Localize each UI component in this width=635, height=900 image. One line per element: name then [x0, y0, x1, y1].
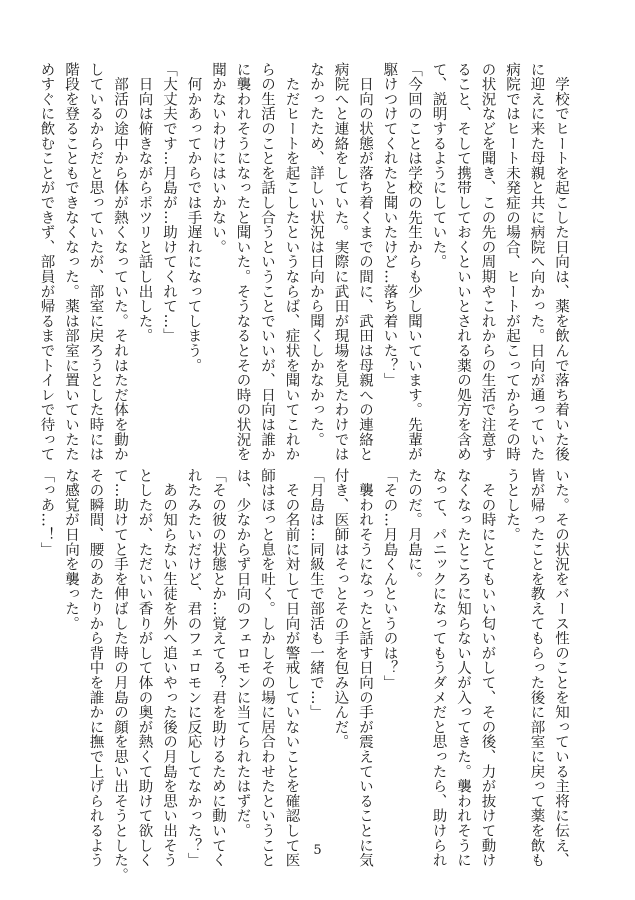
text-line: 日向の状態が落ち着くまでの間に、武田は母親への連絡と: [357, 62, 373, 462]
text-line: 「その…月島くんというのは？」: [381, 468, 398, 690]
text-line: ただヒートを起こしたというならば、症状を聞いてこれか: [283, 62, 300, 462]
text-block-bottom: [38, 468, 573, 883]
text-line: なくなったところに知らない人が入ってきた。襲われそうに: [455, 468, 471, 868]
text-line: 「月島は…同級生で部活も一緒で…」: [308, 468, 324, 720]
text-line: 襲われそうになったと話す日向の手が震えていることに気: [357, 468, 373, 868]
text-line: な感覚が日向を襲った。: [63, 468, 79, 631]
text-line: 付き、医師はそっとその手を包み込んだ。: [332, 468, 349, 750]
text-line: なって、パニックになってもうダメだと思ったら、助けられ: [430, 468, 447, 868]
text-line: たのだ。月島に。: [406, 468, 422, 587]
text-line: めすぐに飲むことができず、部員が帰るまでトイレで待って: [38, 62, 55, 462]
text-line: 階段を登ることもできなくなった。薬は部室に置いていたた: [63, 62, 79, 462]
text-line: いた。その状況をバース性のことを知っている主将に伝え、: [553, 468, 569, 868]
text-line: らの生活のことを話し合うということでいいが、日向は誰か: [259, 62, 275, 462]
text-line: その名前に対して日向が警戒していないことを確認して医: [283, 468, 300, 868]
text-line: 病院へと連絡をしていた。実際に武田が現場を見たわけでは: [332, 62, 349, 462]
text-line: に迎えに来た母親と共に病院へ向かった。日向が通っていた: [528, 62, 545, 462]
text-line: は、少なからず日向のフェロモンに当てられたはずだ。: [234, 468, 251, 838]
text-line: 師はほっと息を吐く。しかしその場に居合わせたということ: [259, 468, 275, 868]
text-line: ること、そして携帯しておくといいとされる薬の処方を含め: [455, 62, 471, 462]
text-line: 学校でヒートを起こした日向は、薬を飲んで落ち着いた後: [553, 62, 569, 462]
text-block-top: [38, 62, 573, 462]
text-line: 聞かないわけにはいかない。: [210, 62, 226, 255]
text-line: て、説明するようにしていた。: [430, 62, 447, 270]
text-line: れたみたいだけど、君のフェロモンに反応してなかった？」: [185, 468, 202, 868]
text-line: 「大丈夫です…月島が…助けてくれて…」: [161, 62, 177, 344]
text-line: 部活の途中から体が熱くなっていた。それはただ体を動か: [112, 62, 128, 462]
text-line: なかったため、詳しい状況は日向から聞くしかなかった。: [308, 62, 324, 447]
text-line: 日向は俯きながらポツリと話し出した。: [136, 62, 153, 344]
text-line: その瞬間、腰のあたりから背中を誰かに撫で上げられるよう: [87, 468, 104, 868]
text-line: 駆けつけてくれたと聞いたけど…落ち着いた？」: [381, 62, 398, 388]
text-line: 皆が帰ったことを教えてもらった後に部室に戻って薬を飲も: [528, 468, 545, 868]
text-line: 「今回のことは学校の先生からも少し聞いています。先輩が: [406, 62, 422, 462]
text-line: 何かあってからでは手遅れになってしまう。: [185, 62, 202, 373]
text-line: しているからだと思っていたが、部室に戻ろうとした時には: [87, 62, 104, 462]
page-number: 5: [313, 843, 322, 858]
text-line: うとした。: [504, 468, 520, 542]
text-line: の状況などを聞き、この先の周期やこれからの生活で注意す: [479, 62, 496, 462]
text-line: て…助けてと手を伸ばした時の月島の顔を思い出そうとした。: [112, 468, 128, 883]
text-line: 病院ではヒート未発症の場合、ヒートが起こってからその時: [504, 62, 520, 462]
text-line: としたが、ただいい香りがして体の奥が熱くて助けて欲しく: [136, 468, 153, 868]
text-line: に襲われそうになったと聞いた。そうなるとその時の状況を: [234, 62, 251, 462]
text-line: あの知らない生徒を外へ追いやった後の月島を思い出そう: [161, 468, 177, 868]
text-line: その時にとてもいい匂いがして、その後、力が抜けて動け: [479, 468, 496, 868]
text-line: 「その彼の状態とか…覚えてる？君を助けるために動いてく: [210, 468, 226, 868]
text-line: 「っあ…！」: [38, 468, 55, 557]
